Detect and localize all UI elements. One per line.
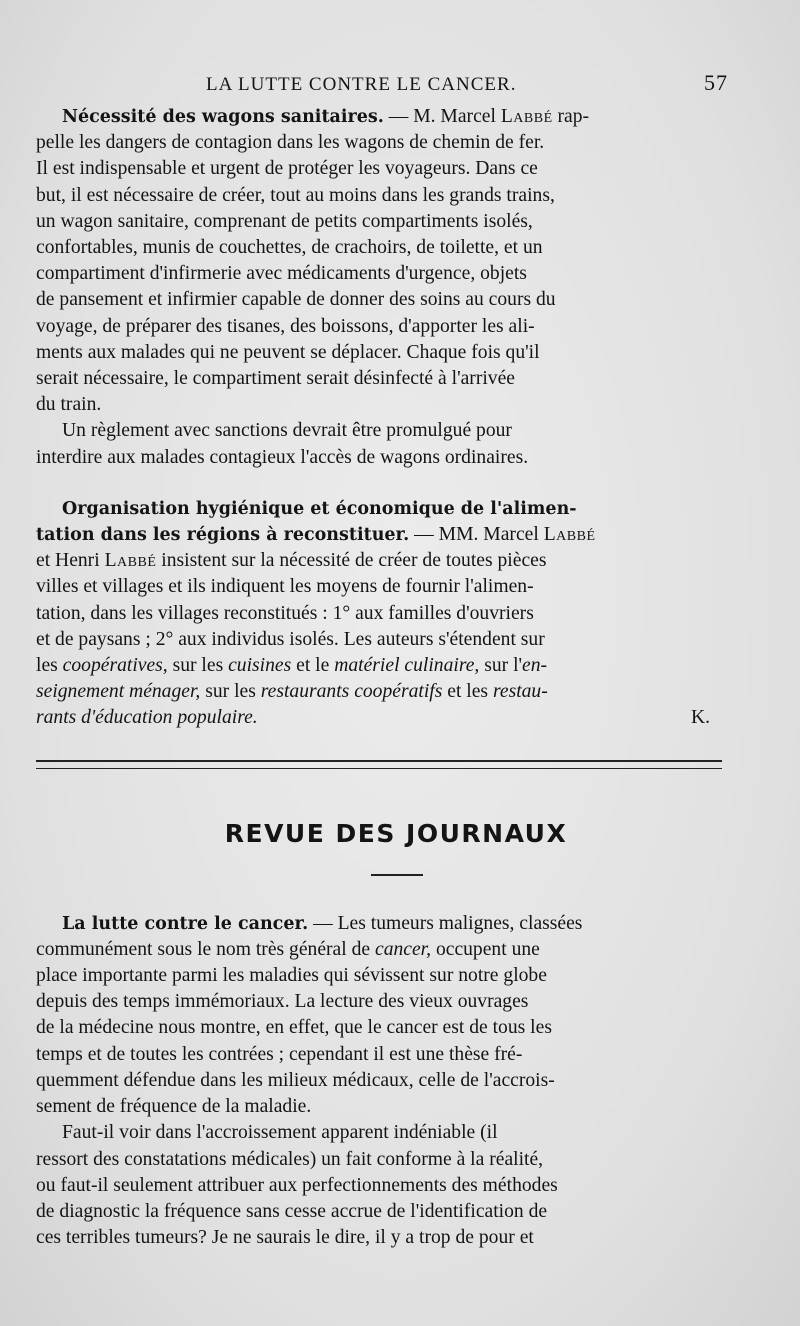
text-line: sement de fréquence de la maladie. — [36, 1096, 312, 1118]
text-line: ou faut-il seulement attribuer aux perfectionnements des méthodes — [36, 1174, 558, 1196]
text-line: Il est indispensable et urgent de protéger les voyageurs. Dans ce — [36, 158, 538, 180]
text-line: voyage, de préparer des tisanes, des boissons, d'apporter les ali- — [36, 315, 535, 337]
italic-term: rants d'éducation populaire. — [36, 707, 258, 729]
text-line: du train. — [36, 394, 102, 416]
text-line: depuis des temps immémoriaux. La lecture des vieux ouvrages — [36, 991, 529, 1013]
text-line: place importante parmi les maladies qui sévissent sur notre globe — [36, 965, 547, 987]
text-run: sur l' — [479, 655, 523, 677]
italic-term: cancer, — [375, 938, 432, 960]
running-title: LA LUTTE CONTRE LE CANCER. — [206, 74, 517, 95]
text-run: et le — [291, 655, 335, 677]
text-line — [36, 496, 722, 522]
section-title: REVUE DES JOURNAUX — [224, 818, 568, 848]
text-line: villes et villages et ils indiquent les moyens de fournir l'alimen- — [36, 576, 534, 598]
text-run: rap- — [552, 106, 590, 127]
italic-term: matériel culinaire, — [334, 655, 480, 677]
text-line — [36, 705, 722, 731]
text-run: insistent sur la nécessité de créer de toutes pièces — [156, 550, 547, 572]
paragraph-reglement — [36, 418, 722, 470]
italic-term: restau- — [492, 681, 548, 703]
text-line: pelle les dangers de contagion dans les wagons de chemin de fer. — [36, 132, 545, 154]
text-line — [36, 653, 722, 679]
article-heading: La lutte contre le cancer. — [62, 913, 309, 934]
italic-term: coopératives, — [62, 655, 168, 677]
text-run: sur les — [167, 655, 229, 677]
text-line: compartiment d'infirmerie avec médicaments d'urgence, objets — [36, 263, 527, 285]
text-line: Un règlement avec sanctions devrait être promulgué pour — [62, 420, 512, 442]
text-line: serait nécessaire, le compartiment serait désinfecté à l'arrivée — [36, 368, 515, 390]
text-line: un wagon sanitaire, comprenant de petits compartiments isolés, — [36, 210, 533, 232]
running-header — [36, 66, 728, 100]
text-line — [36, 679, 722, 705]
note-heading: Nécessité des wagons sanitaires. — [62, 107, 384, 127]
italic-term: en- — [522, 655, 548, 677]
text-line — [36, 548, 722, 574]
text-line: but, il est nécessaire de créer, tout au moins dans les grands trains, — [36, 184, 555, 206]
text-line: ces terribles tumeurs? Je ne saurais le dire, il y a trop de pour et — [36, 1227, 534, 1249]
text-line: ments aux malades qui ne peuvent se déplacer. Chaque fois qu'il — [36, 341, 540, 363]
text-run: — MM. Marcel — [409, 524, 544, 546]
text-run: et les — [442, 681, 493, 703]
note-heading: Organisation hygiénique et économique de l'alimen- — [62, 498, 577, 519]
italic-term: seignement ménager, — [36, 681, 201, 703]
italic-term: cuisines — [228, 655, 292, 677]
text-line: temps et de toutes les contrées ; cependant il est une thèse fré- — [36, 1043, 523, 1065]
text-run: communément sous le nom très général de — [36, 938, 375, 960]
text-line: ressort des constatations médicales) un fait conforme à la réalité, — [36, 1148, 544, 1170]
text-line: interdire aux malades contagieux l'accès de wagons ordinaires. — [36, 446, 529, 468]
article-lutte-contre-le-cancer — [36, 911, 722, 1252]
author-name: Labbé — [543, 524, 596, 546]
text-run: et Henri — [36, 550, 105, 572]
signature: K. — [690, 707, 710, 729]
text-line — [36, 911, 722, 937]
section-divider — [36, 760, 722, 769]
text-line — [36, 937, 722, 963]
text-run: les — [36, 655, 63, 677]
page-number: 57 — [704, 70, 728, 95]
text-line: de diagnostic la fréquence sans cesse accrue de l'identification de — [36, 1200, 548, 1222]
text-line: quemment défendue dans les milieux médicaux, celle de l'accrois- — [36, 1069, 555, 1091]
title-underline — [371, 874, 423, 876]
text-line — [36, 522, 722, 548]
text-line — [36, 104, 722, 130]
text-line: de pansement et infirmier capable de donner des soins au cours du — [36, 289, 556, 311]
note-heading-continued: tation dans les régions à reconstituer. — [36, 525, 410, 546]
author-name: Labbé — [104, 550, 157, 572]
note-wagons-sanitaires — [36, 104, 722, 418]
text-run: — M. Marcel — [383, 106, 501, 127]
text-line: de la médecine nous montre, en effet, que le cancer est de tous les — [36, 1017, 552, 1039]
text-run: occupent une — [431, 938, 540, 960]
text-run: sur les — [200, 681, 261, 703]
text-line: confortables, munis de couchettes, de crachoirs, de toilette, et un — [36, 237, 543, 259]
note-organisation-alimentation — [36, 496, 722, 732]
italic-term: restaurants coopératifs — [260, 681, 443, 703]
text-line: Faut-il voir dans l'accroissement apparent indéniable (il — [62, 1122, 498, 1144]
text-line: et de paysans ; 2° aux individus isolés. Les auteurs s'étendent sur — [36, 628, 545, 650]
author-name: Labbé — [500, 106, 553, 127]
text-line: tation, dans les villages reconstitués : 1° aux familles d'ouvriers — [36, 602, 534, 624]
text-run: — Les tumeurs malignes, classées — [308, 912, 583, 934]
